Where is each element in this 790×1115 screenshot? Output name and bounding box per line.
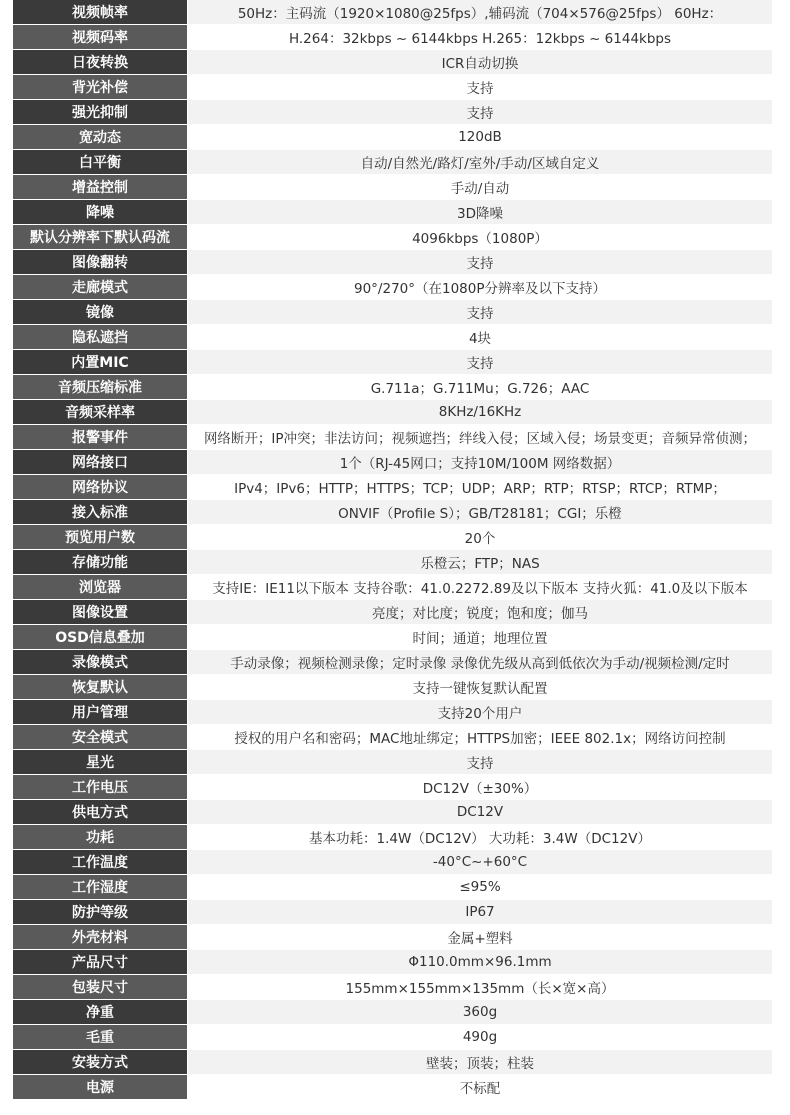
spec-value: 支持一键恢复默认配置 (188, 675, 772, 699)
spec-value: 90°/270°（在1080P分辨率及以下支持） (188, 275, 772, 299)
spec-value: 支持 (188, 75, 772, 99)
spec-row (13, 625, 772, 649)
spec-label: 浏览器 (13, 575, 187, 599)
spec-label: 星光 (13, 750, 187, 774)
spec-value: G.711a；G.711Mu；G.726；AAC (188, 375, 772, 399)
spec-label: 净重 (13, 1000, 187, 1024)
spec-row (13, 950, 772, 974)
spec-value: 支持 (188, 100, 772, 124)
spec-row (13, 800, 772, 824)
spec-row (13, 825, 772, 849)
spec-value: 8KHz/16KHz (188, 400, 772, 424)
spec-row (13, 850, 772, 874)
spec-row (13, 600, 772, 624)
spec-label: 内置MIC (13, 350, 187, 374)
spec-value: DC12V (188, 800, 772, 824)
spec-row (13, 975, 772, 999)
spec-label: 隐私遮挡 (13, 325, 187, 349)
spec-value: 50Hz：主码流（1920×1080@25fps）,辅码流（704×576@25fps） 60Hz： (188, 0, 772, 24)
spec-value: 不标配 (188, 1075, 772, 1099)
spec-value: 4块 (188, 325, 772, 349)
spec-row (13, 250, 772, 274)
spec-label: 包装尺寸 (13, 975, 187, 999)
spec-value: 4096kbps（1080P） (188, 225, 772, 249)
spec-row (13, 200, 772, 224)
spec-value: Φ110.0mm×96.1mm (188, 950, 772, 974)
spec-value: 金属+塑料 (188, 925, 772, 949)
spec-row (13, 875, 772, 899)
spec-label: 强光抑制 (13, 100, 187, 124)
spec-value: IPv4；IPv6；HTTP；HTTPS；TCP；UDP；ARP；RTP；RTSP；RTCP；RTMP； (188, 475, 772, 499)
spec-value: ONVIF（Profile S）；GB/T28181；CGI；乐橙 (188, 500, 772, 524)
spec-value: ≤95% (188, 875, 772, 899)
spec-label: 日夜转换 (13, 50, 187, 74)
spec-value: 手动/自动 (188, 175, 772, 199)
spec-row (13, 125, 772, 149)
spec-label: 网络协议 (13, 475, 187, 499)
spec-value: 乐橙云；FTP；NAS (188, 550, 772, 574)
spec-value: 120dB (188, 125, 772, 149)
spec-label: 预览用户数 (13, 525, 187, 549)
spec-value: 壁装；顶装；柱装 (188, 1050, 772, 1074)
spec-label: 网络接口 (13, 450, 187, 474)
spec-row (13, 375, 772, 399)
spec-label: 背光补偿 (13, 75, 187, 99)
spec-value: 490g (188, 1025, 772, 1049)
spec-label: 防护等级 (13, 900, 187, 924)
spec-value: ICR自动切换 (188, 50, 772, 74)
spec-label: 工作温度 (13, 850, 187, 874)
spec-row (13, 675, 772, 699)
spec-label: 功耗 (13, 825, 187, 849)
spec-row (13, 1025, 772, 1049)
spec-row (13, 1000, 772, 1024)
spec-label: 镜像 (13, 300, 187, 324)
spec-label: 用户管理 (13, 700, 187, 724)
spec-row (13, 300, 772, 324)
spec-value: H.264：32kbps ~ 6144kbps H.265：12kbps ~ 6144kbps (188, 25, 772, 49)
spec-row (13, 150, 772, 174)
spec-row (13, 100, 772, 124)
spec-label: 安装方式 (13, 1050, 187, 1074)
spec-label: 工作电压 (13, 775, 187, 799)
spec-row (13, 275, 772, 299)
spec-row (13, 400, 772, 424)
spec-label: 恢复默认 (13, 675, 187, 699)
spec-label: 安全模式 (13, 725, 187, 749)
spec-value: 1个（RJ-45网口；支持10M/100M 网络数据） (188, 450, 772, 474)
spec-value: 支持IE：IE11以下版本 支持谷歌：41.0.2272.89及以下版本 支持火狐：41.0及以下版本 (188, 575, 772, 599)
spec-label: 电源 (13, 1075, 187, 1099)
spec-row (13, 350, 772, 374)
spec-row (13, 475, 772, 499)
spec-value: DC12V（±30%） (188, 775, 772, 799)
spec-value: 支持 (188, 350, 772, 374)
spec-row (13, 0, 772, 24)
spec-label: 存储功能 (13, 550, 187, 574)
spec-value: 手动录像；视频检测录像；定时录像 录像优先级从高到低依次为手动/视频检测/定时 (188, 650, 772, 674)
spec-row (13, 750, 772, 774)
spec-row (13, 25, 772, 49)
spec-row (13, 225, 772, 249)
spec-label: 降噪 (13, 200, 187, 224)
spec-value: 360g (188, 1000, 772, 1024)
spec-value: 支持 (188, 250, 772, 274)
spec-row (13, 1050, 772, 1074)
spec-label: 接入标准 (13, 500, 187, 524)
spec-label: 录像模式 (13, 650, 187, 674)
spec-value: 支持 (188, 300, 772, 324)
spec-label: 走廊模式 (13, 275, 187, 299)
spec-row (13, 50, 772, 74)
spec-label: 默认分辨率下默认码流 (13, 225, 187, 249)
spec-label: 图像翻转 (13, 250, 187, 274)
spec-label: 外壳材料 (13, 925, 187, 949)
spec-value: 20个 (188, 525, 772, 549)
spec-label: 增益控制 (13, 175, 187, 199)
spec-row (13, 925, 772, 949)
spec-value: 网络断开；IP冲突；非法访问；视频遮挡；绊线入侵；区域入侵；场景变更；音频异常侦测； (188, 425, 772, 449)
spec-value: 亮度；对比度；锐度；饱和度；伽马 (188, 600, 772, 624)
spec-row (13, 650, 772, 674)
spec-row (13, 425, 772, 449)
spec-row (13, 500, 772, 524)
spec-value: IP67 (188, 900, 772, 924)
spec-value: 时间；通道；地理位置 (188, 625, 772, 649)
spec-row (13, 450, 772, 474)
spec-value: 3D降噪 (188, 200, 772, 224)
spec-row (13, 1075, 772, 1099)
spec-row (13, 775, 772, 799)
spec-table (13, 0, 772, 1100)
spec-row (13, 725, 772, 749)
spec-label: 白平衡 (13, 150, 187, 174)
spec-row (13, 325, 772, 349)
spec-value: 支持20个用户 (188, 700, 772, 724)
spec-label: 视频码率 (13, 25, 187, 49)
spec-row (13, 75, 772, 99)
spec-label: 毛重 (13, 1025, 187, 1049)
spec-label: 音频压缩标准 (13, 375, 187, 399)
spec-row (13, 525, 772, 549)
spec-value: 授权的用户名和密码；MAC地址绑定；HTTPS加密；IEEE 802.1x；网络访问控制 (188, 725, 772, 749)
spec-row (13, 175, 772, 199)
spec-label: 供电方式 (13, 800, 187, 824)
spec-value: 基本功耗：1.4W（DC12V） 大功耗：3.4W（DC12V） (188, 825, 772, 849)
spec-value: 自动/自然光/路灯/室外/手动/区域自定义 (188, 150, 772, 174)
spec-label: 音频采样率 (13, 400, 187, 424)
spec-label: 产品尺寸 (13, 950, 187, 974)
spec-row (13, 900, 772, 924)
spec-row (13, 700, 772, 724)
spec-label: 工作湿度 (13, 875, 187, 899)
spec-row (13, 575, 772, 599)
spec-label: 宽动态 (13, 125, 187, 149)
spec-label: 报警事件 (13, 425, 187, 449)
spec-label: 视频帧率 (13, 0, 187, 24)
spec-value: 155mm×155mm×135mm（长×宽×高） (188, 975, 772, 999)
spec-row (13, 550, 772, 574)
spec-value: -40°C~+60°C (188, 850, 772, 874)
spec-value: 支持 (188, 750, 772, 774)
spec-label: OSD信息叠加 (13, 625, 187, 649)
spec-label: 图像设置 (13, 600, 187, 624)
